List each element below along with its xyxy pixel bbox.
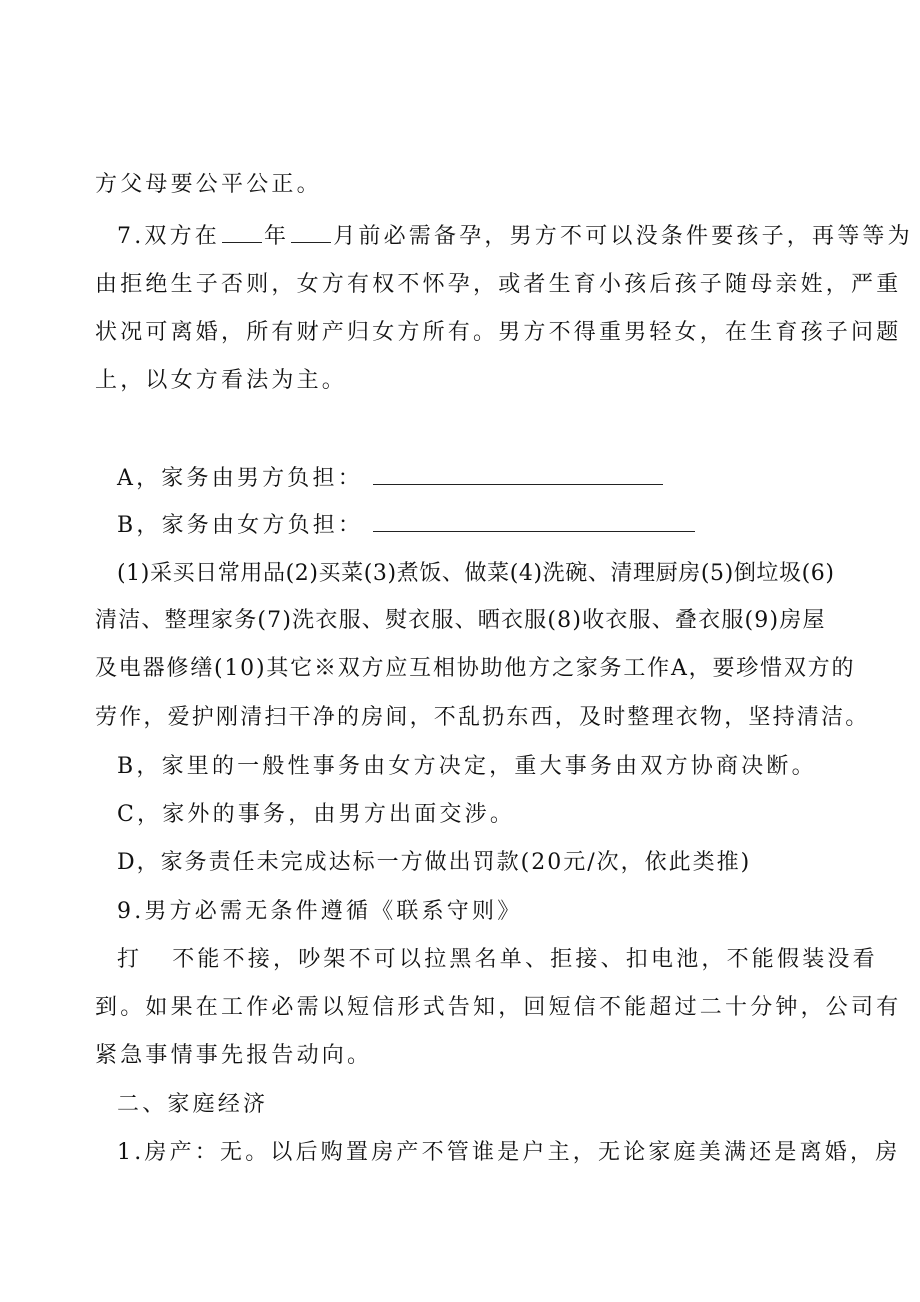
clause-7-line: [117, 222, 913, 252]
text-line: D，家务责任未完成达标一方做出罚款(20元/次，依此类推): [117, 850, 752, 875]
text-line: 1.房产：无。以后购置房产不管谁是户主，无论家庭美满还是离婚，房: [117, 1140, 901, 1165]
text-line: (1)采买日常用品(2)买菜(3)煮饭、做菜(4)洗碗、清理厨房(5)倒垃圾(6): [117, 561, 835, 586]
text-segment: 月前必需备孕，男方不可以没条件要孩子，再等等为: [333, 224, 913, 249]
text-segment: B，家务由女方负担：: [117, 513, 364, 538]
text-line: 状况可离婚，所有财产归女方所有。男方不得重男轻女，在生育孩子问题: [95, 320, 902, 345]
text-segment: 7.双方在: [117, 224, 220, 249]
text-line: B，家里的一般性事务由女方决定，重大事务由双方协商决断。: [117, 754, 817, 779]
text-line: 及电器修缮(10)其它※双方应互相协助他方之家务工作A，要珍惜双方的: [95, 656, 856, 681]
text-line: 由拒绝生子否则，女方有权不怀孕，或者生育小孩后孩子随母亲姓，严重: [95, 272, 902, 297]
text-line: 劳作，爱护刚清扫干净的房间，不乱扔东西，及时整理衣物，坚持清洁。: [95, 705, 870, 730]
chores-male-line: [117, 464, 857, 494]
text-line: 紧急事情事先报告动向。: [95, 1043, 373, 1068]
text-line: 上，以女方看法为主。: [95, 368, 348, 393]
fill-blank-female-chores: [373, 513, 695, 532]
text-segment: 不能不接，吵架不可以拉黑名单、拒接、扣电池，不能假装没看: [172, 947, 878, 972]
text-segment: 打: [117, 947, 143, 972]
text-line: 9.男方必需无条件遵循《联系守则》: [117, 899, 523, 924]
chores-female-line: [117, 511, 857, 541]
text-line: 到。如果在工作必需以短信形式告知，回短信不能超过二十分钟，公司有: [95, 995, 902, 1020]
fill-blank-month: [291, 222, 331, 243]
fill-blank-male-chores: [373, 466, 663, 485]
text-segment: A，家务由男方负担：: [117, 466, 363, 491]
section-heading: 二、家庭经济: [117, 1092, 269, 1117]
contact-rule-line: [117, 945, 878, 975]
text-line: 方父母要公平公正。: [95, 172, 322, 197]
text-line: C，家外的事务，由男方出面交涉。: [117, 802, 516, 827]
text-segment: 年: [264, 224, 290, 249]
fill-blank-year: [222, 222, 262, 243]
text-line: 清洁、整理家务(7)洗衣服、熨衣服、晒衣服(8)收衣服、叠衣服(9)房屋: [95, 608, 826, 633]
